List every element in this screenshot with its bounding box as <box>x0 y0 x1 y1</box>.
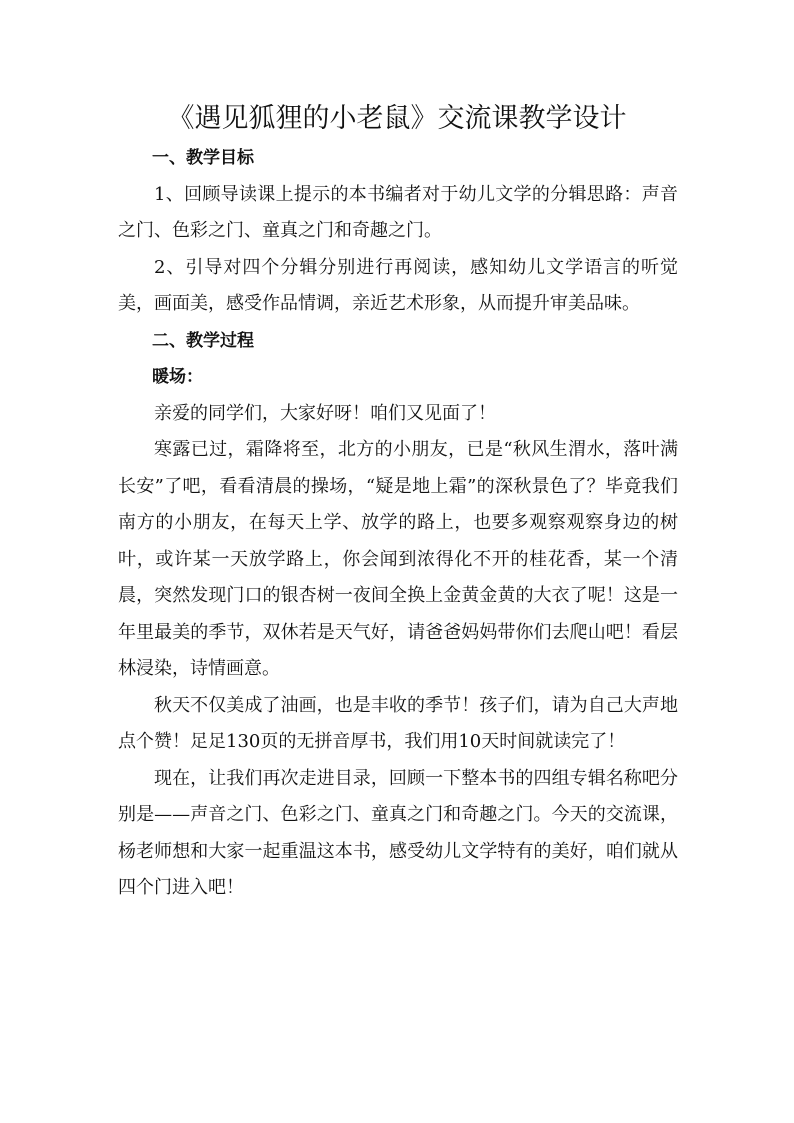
section-heading-process: 二、教学过程 <box>152 330 254 351</box>
paragraph-greeting: 亲爱的同学们，大家好呀！咱们又见面了！ <box>154 402 496 424</box>
goal-item-2: 2、引导对四个分辑分别进行再阅读，感知幼儿文学语言的听觉美，画面美，感受作品情调，亲近艺术形象，从而提升审美品味。 <box>118 256 678 314</box>
paragraph-review: 现在，让我们再次走进目录，回顾一下整本书的四组专辑名称吧分别是——声音之门、色彩之门、童真之门和奇趣之门。今天的交流课，杨老师想和大家一起重温这本书，感受幼儿文学特有的美好，咱们就从四个门进入吧！ <box>118 767 678 898</box>
goal-item-1: 1、回顾导读课上提示的本书编者对于幼儿文学的分辑思路：声音之门、色彩之门、童真之门和奇趣之门。 <box>118 183 678 241</box>
document-body <box>118 140 678 907</box>
document-title: 《遇见狐狸的小老鼠》交流课教学设计 <box>167 103 627 134</box>
warmup-heading: 暖场： <box>152 367 203 387</box>
paragraph-autumn: 寒露已过，霜降将至，北方的小朋友，已是“秋风生渭水，落叶满长安”了吧，看看清晨的操场，“疑是地上霜”的深秋景色了？毕竟我们南方的小朋友，在每天上学、放学的路上，也要多观察观察身边的树叶，或许某一天放学路上，你会闻到浓得化不开的桂花香，某一个清晨，突然发现门口的银杏树一夜间全换上金黄金黄的大衣了呢！这是一年里最美的季节，双休若是天气好，请爸爸妈妈带你们去爬山吧！看层林浸染，诗情画意。 <box>118 439 678 679</box>
section-heading-goals: 一、教学目标 <box>152 148 254 168</box>
paragraph-harvest: 秋天不仅美成了油画，也是丰收的季节！孩子们，请为自己大声地点个赞！足足130页的无拼音厚书，我们用10天时间就读完了！ <box>118 694 678 752</box>
